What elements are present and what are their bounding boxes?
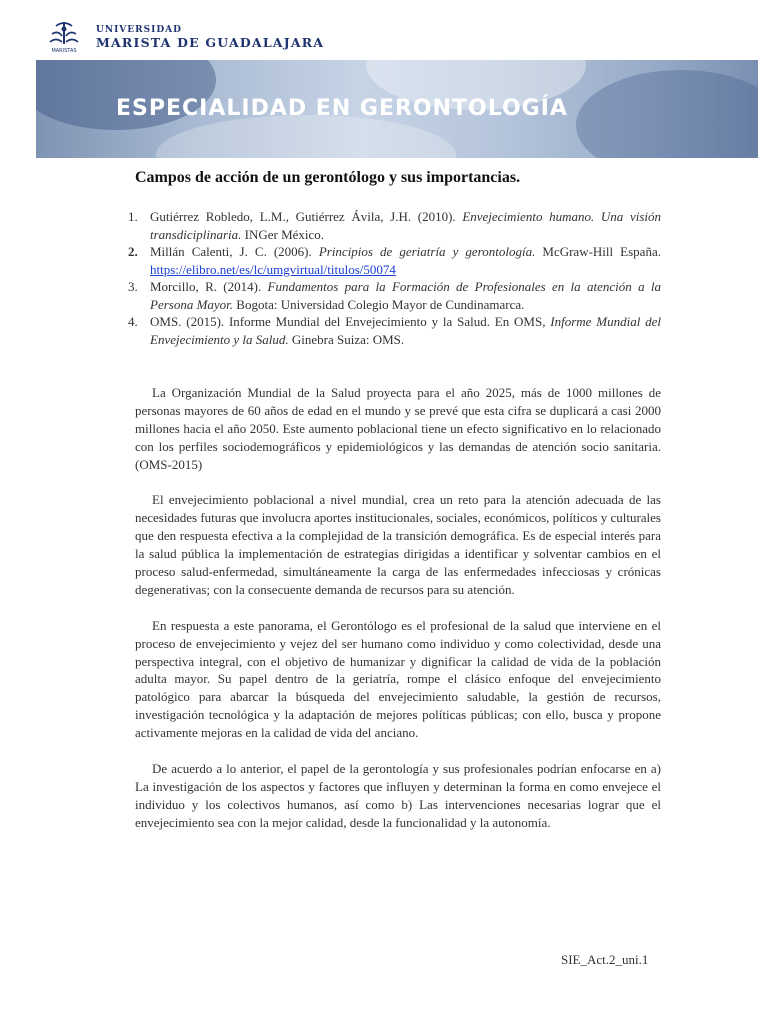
logo-caption: MARISTAS [51,48,77,54]
reference-link[interactable]: https://elibro.net/es/lc/umgvirtual/titulos/50074 [150,261,396,277]
banner-title: ESPECIALIDAD EN GERONTOLOGÍA [116,96,568,121]
page-header [0,0,768,60]
university-name [96,26,324,50]
university-line2: MARISTA DE GUADALAJARA [96,35,325,50]
body-paragraph: La Organización Mundial de la Salud proyecta para el año 2025, más de 1000 millones de personas mayores de 60 años de edad en el mundo y se prevé que esta cifra se duplicará a casi 2000 millones hacia el año 2050. Este aumento poblacional tiene un efecto significativo en lo relacionado con los perfiles sociodemográficos y epidemiológicos y las demandas de atención socio sanitaria. (OMS-2015) [135,385,661,472]
body-paragraph: El envejecimiento poblacional a nivel mundial, crea un reto para la atención adecuada de las necesidades futuras que involucra aportes institucionales, sociales, económicos, políticos y culturales que den respuesta efectiva a la complejidad de la transición demográfica. Es de especial interés para la salud pública la implementación de estrategias dirigidas a identificar y solventar cambios en el proceso salud-enfermedad, simultáneamente la carga de las enfermedades infecciosas y crónicas degenerativas; con la consecuente demanda de recursos para su atención. [135,492,661,597]
program-banner [36,60,758,158]
page-footer: SIE_Act.2_uni.1 [561,952,649,967]
university-crest-icon [46,20,82,54]
document-body [135,384,661,850]
reference-number: 1. [128,209,138,224]
reference-number: 3. [128,279,138,294]
body-paragraph: En respuesta a este panorama, el Gerontólogo es el profesional de la salud que interviene en el proceso de envejecimiento y vejez del ser humano como individuo y como colectividad, desde una perspectiva integral, con el objetivo de humanizar y dignificar la calidad de vida de la población adulta mayor. Su papel dentro de la geriatría, rompe el clásico enfoque del envejecimiento patológico para abarcar la búsqueda del envejecimiento saludable, la gestión de recursos, investigación tecnológica y la adaptación de mejores políticas públicas; con ello, busca y propone activamente mejoras en la calidad de vida del anciano. [135,617,661,741]
reference-item: 1. Gutiérrez Robledo, L.M., Gutiérrez Ávila, J.H. (2010). Envejecimiento humano. Una visión transdiciplinaria. INGer México. [128,209,661,242]
reference-number: 2. [128,244,138,259]
reference-number: 4. [128,314,138,329]
document-title: Campos de acción de un gerontólogo y sus importancias. [135,169,521,186]
body-paragraph: De acuerdo a lo anterior, el papel de la gerontología y sus profesionales podrían enfocarse en a) La investigación de los aspectos y factores que influyen y determinan la forma en como envejece el individuo y los colectivos humanos, así como b) Las intervenciones necesarias lograr que el envejecimiento sea con la mejor calidad, desde la funcionalidad y la autonomía. [135,760,661,830]
reference-list [128,208,661,348]
reference-item: 3. Morcillo, R. (2014). Fundamentos para la Formación de Profesionales en la atención a la Persona Mayor. Bogota: Universidad Colegio Mayor de Cundinamarca. [128,279,662,312]
university-line1: UNIVERSIDAD [96,25,182,35]
reference-item: 2. Millán Calenti, J. C. (2006). Principios de geriatría y gerontología. McGraw-Hill España. https://elibro.net/es/lc/umgvirtual/titulos/50074 [128,244,661,277]
reference-item: 4. OMS. (2015). Informe Mundial del Envejecimiento y la Salud. En OMS, Informe Mundial del Envejecimiento y la Salud. Ginebra Suiza: OMS. [128,314,661,347]
